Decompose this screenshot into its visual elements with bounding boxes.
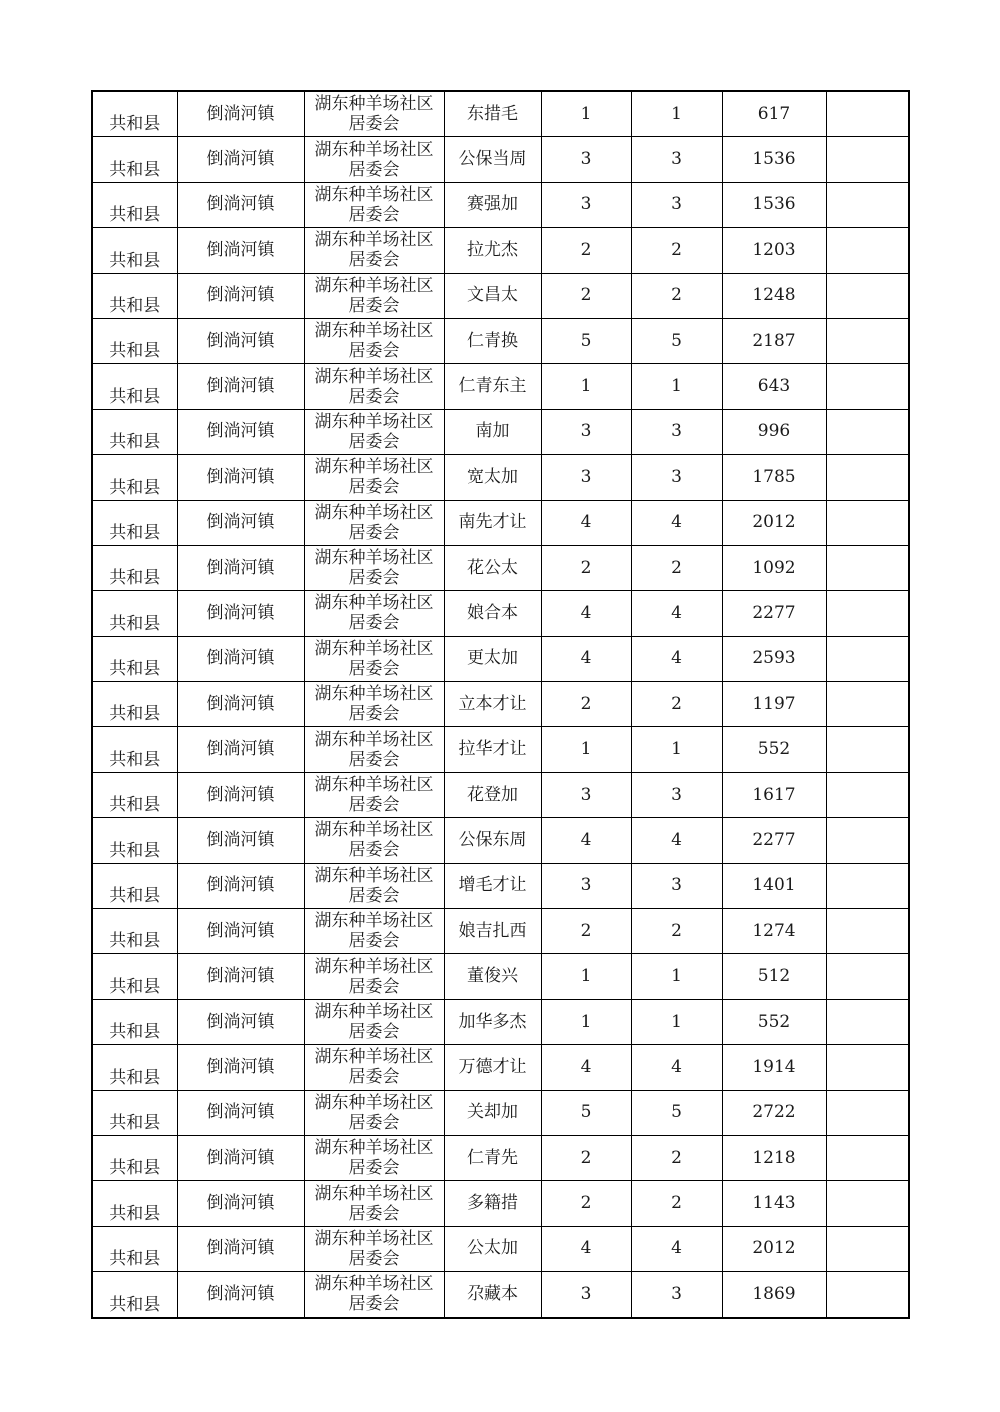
household-count-cell: 2 — [541, 273, 631, 318]
community-cell — [304, 1135, 444, 1180]
town-cell: 倒淌河镇 — [177, 772, 304, 817]
note-cell — [826, 999, 909, 1044]
amount-cell: 2187 — [722, 318, 826, 363]
county-cell: 共和县 — [92, 91, 177, 137]
name-cell: 董俊兴 — [444, 954, 541, 999]
county-cell: 共和县 — [92, 318, 177, 363]
person-count-cell: 4 — [631, 1226, 722, 1271]
table-row — [92, 455, 909, 500]
amount-cell: 1914 — [722, 1045, 826, 1090]
community-cell — [304, 682, 444, 727]
person-count-cell: 2 — [631, 228, 722, 273]
household-count-cell: 3 — [541, 1272, 631, 1318]
name-cell: 仁青先 — [444, 1135, 541, 1180]
community-cell — [304, 318, 444, 363]
table-row — [92, 1090, 909, 1135]
person-count-cell: 1 — [631, 954, 722, 999]
household-count-cell: 3 — [541, 863, 631, 908]
county-cell: 共和县 — [92, 727, 177, 772]
table-row — [92, 636, 909, 681]
community-line1: 湖东种羊场社区 — [314, 1228, 434, 1249]
county-cell: 共和县 — [92, 999, 177, 1044]
table-row — [92, 591, 909, 636]
amount-cell: 1274 — [722, 909, 826, 954]
community-line1: 湖东种羊场社区 — [314, 956, 434, 977]
person-count-cell: 3 — [631, 409, 722, 454]
person-count-cell: 4 — [631, 1045, 722, 1090]
amount-cell: 1197 — [722, 682, 826, 727]
county-cell: 共和县 — [92, 863, 177, 908]
amount-cell: 2593 — [722, 636, 826, 681]
community-line1: 湖东种羊场社区 — [314, 911, 434, 932]
town-cell: 倒淌河镇 — [177, 636, 304, 681]
county-cell: 共和县 — [92, 818, 177, 863]
county-cell: 共和县 — [92, 455, 177, 500]
household-count-cell: 1 — [541, 364, 631, 409]
table-row — [92, 682, 909, 727]
amount-cell: 1248 — [722, 273, 826, 318]
community-line1: 湖东种羊场社区 — [314, 366, 434, 387]
household-count-cell: 5 — [541, 1090, 631, 1135]
household-count-cell: 5 — [541, 318, 631, 363]
community-line2: 居委会 — [348, 749, 400, 770]
note-cell — [826, 1090, 909, 1135]
town-cell: 倒淌河镇 — [177, 727, 304, 772]
person-count-cell: 1 — [631, 364, 722, 409]
note-cell — [826, 228, 909, 273]
community-cell — [304, 999, 444, 1044]
table-row — [92, 999, 909, 1044]
county-cell: 共和县 — [92, 137, 177, 182]
table-row — [92, 954, 909, 999]
community-line2: 居委会 — [348, 1158, 400, 1179]
household-count-cell: 2 — [541, 1135, 631, 1180]
community-line1: 湖东种羊场社区 — [314, 775, 434, 796]
table-row — [92, 409, 909, 454]
community-line1: 湖东种羊场社区 — [314, 1183, 434, 1204]
household-count-cell: 4 — [541, 1226, 631, 1271]
amount-cell: 2012 — [722, 1226, 826, 1271]
county-cell: 共和县 — [92, 682, 177, 727]
table-row — [92, 91, 909, 137]
community-cell — [304, 772, 444, 817]
person-count-cell: 4 — [631, 591, 722, 636]
county-cell: 共和县 — [92, 1090, 177, 1135]
person-count-cell: 2 — [631, 545, 722, 590]
community-line1: 湖东种羊场社区 — [314, 321, 434, 342]
name-cell: 花登加 — [444, 772, 541, 817]
community-cell — [304, 364, 444, 409]
community-cell — [304, 273, 444, 318]
town-cell: 倒淌河镇 — [177, 409, 304, 454]
person-count-cell: 5 — [631, 1090, 722, 1135]
table-body — [92, 91, 909, 1318]
community-line1: 湖东种羊场社区 — [314, 1138, 434, 1159]
community-line2: 居委会 — [348, 1067, 400, 1088]
name-cell: 南加 — [444, 409, 541, 454]
amount-cell: 552 — [722, 727, 826, 772]
name-cell: 东措毛 — [444, 91, 541, 137]
community-cell — [304, 500, 444, 545]
household-count-cell: 2 — [541, 228, 631, 273]
community-line2: 居委会 — [348, 1112, 400, 1133]
community-cell — [304, 818, 444, 863]
town-cell: 倒淌河镇 — [177, 364, 304, 409]
amount-cell: 552 — [722, 999, 826, 1044]
community-line2: 居委会 — [348, 885, 400, 906]
amount-cell: 643 — [722, 364, 826, 409]
community-cell — [304, 228, 444, 273]
table-row — [92, 863, 909, 908]
person-count-cell: 3 — [631, 1272, 722, 1318]
county-cell: 共和县 — [92, 364, 177, 409]
town-cell: 倒淌河镇 — [177, 1045, 304, 1090]
amount-cell: 996 — [722, 409, 826, 454]
name-cell: 赛强加 — [444, 182, 541, 227]
amount-cell: 1869 — [722, 1272, 826, 1318]
community-line1: 湖东种羊场社区 — [314, 729, 434, 750]
person-count-cell: 2 — [631, 273, 722, 318]
note-cell — [826, 318, 909, 363]
amount-cell: 1785 — [722, 455, 826, 500]
community-cell — [304, 545, 444, 590]
table-row — [92, 909, 909, 954]
person-count-cell: 4 — [631, 500, 722, 545]
note-cell — [826, 727, 909, 772]
table-row — [92, 1272, 909, 1318]
name-cell: 关却加 — [444, 1090, 541, 1135]
name-cell: 公保东周 — [444, 818, 541, 863]
community-cell — [304, 1090, 444, 1135]
note-cell — [826, 1045, 909, 1090]
name-cell: 公太加 — [444, 1226, 541, 1271]
note-cell — [826, 591, 909, 636]
note-cell — [826, 954, 909, 999]
name-cell: 万德才让 — [444, 1045, 541, 1090]
community-cell — [304, 182, 444, 227]
person-count-cell: 3 — [631, 772, 722, 817]
household-count-cell: 1 — [541, 954, 631, 999]
note-cell — [826, 364, 909, 409]
household-count-cell: 4 — [541, 818, 631, 863]
table-row — [92, 1045, 909, 1090]
amount-cell: 617 — [722, 91, 826, 137]
household-count-cell: 1 — [541, 727, 631, 772]
community-line1: 湖东种羊场社区 — [314, 820, 434, 841]
person-count-cell: 2 — [631, 1181, 722, 1226]
table-row — [92, 228, 909, 273]
county-cell: 共和县 — [92, 273, 177, 318]
town-cell: 倒淌河镇 — [177, 455, 304, 500]
county-cell: 共和县 — [92, 772, 177, 817]
amount-cell: 1203 — [722, 228, 826, 273]
table-row — [92, 1181, 909, 1226]
amount-cell: 2012 — [722, 500, 826, 545]
note-cell — [826, 636, 909, 681]
community-cell — [304, 1181, 444, 1226]
county-cell: 共和县 — [92, 409, 177, 454]
name-cell: 加华多杰 — [444, 999, 541, 1044]
community-line1: 湖东种羊场社区 — [314, 94, 434, 115]
amount-cell: 512 — [722, 954, 826, 999]
town-cell: 倒淌河镇 — [177, 818, 304, 863]
table-row — [92, 545, 909, 590]
name-cell: 花公太 — [444, 545, 541, 590]
town-cell: 倒淌河镇 — [177, 500, 304, 545]
amount-cell: 1143 — [722, 1181, 826, 1226]
community-line2: 居委会 — [348, 114, 400, 135]
county-cell: 共和县 — [92, 1181, 177, 1226]
person-count-cell: 2 — [631, 909, 722, 954]
community-cell — [304, 137, 444, 182]
town-cell: 倒淌河镇 — [177, 137, 304, 182]
person-count-cell: 3 — [631, 455, 722, 500]
community-line1: 湖东种羊场社区 — [314, 1047, 434, 1068]
household-count-cell: 3 — [541, 137, 631, 182]
name-cell: 仁青东主 — [444, 364, 541, 409]
household-count-cell: 3 — [541, 772, 631, 817]
name-cell: 尕藏本 — [444, 1272, 541, 1318]
name-cell: 娘吉扎西 — [444, 909, 541, 954]
community-line1: 湖东种羊场社区 — [314, 411, 434, 432]
name-cell: 文昌太 — [444, 273, 541, 318]
town-cell: 倒淌河镇 — [177, 545, 304, 590]
name-cell: 更太加 — [444, 636, 541, 681]
table-row — [92, 137, 909, 182]
amount-cell: 2722 — [722, 1090, 826, 1135]
person-count-cell: 4 — [631, 636, 722, 681]
town-cell: 倒淌河镇 — [177, 1181, 304, 1226]
town-cell: 倒淌河镇 — [177, 954, 304, 999]
person-count-cell: 3 — [631, 137, 722, 182]
person-count-cell: 4 — [631, 818, 722, 863]
community-cell — [304, 455, 444, 500]
town-cell: 倒淌河镇 — [177, 182, 304, 227]
community-line2: 居委会 — [348, 1022, 400, 1042]
community-line2: 居委会 — [348, 931, 400, 952]
name-cell: 南先才让 — [444, 500, 541, 545]
community-line2: 居委会 — [348, 568, 400, 589]
person-count-cell: 1 — [631, 91, 722, 137]
community-line1: 湖东种羊场社区 — [314, 684, 434, 705]
household-count-cell: 2 — [541, 682, 631, 727]
community-line2: 居委会 — [348, 159, 400, 180]
county-cell: 共和县 — [92, 228, 177, 273]
town-cell: 倒淌河镇 — [177, 863, 304, 908]
town-cell: 倒淌河镇 — [177, 228, 304, 273]
community-cell — [304, 909, 444, 954]
note-cell — [826, 1226, 909, 1271]
community-line1: 湖东种羊场社区 — [314, 548, 434, 569]
note-cell — [826, 409, 909, 454]
note-cell — [826, 772, 909, 817]
person-count-cell: 1 — [631, 999, 722, 1044]
household-count-cell: 3 — [541, 182, 631, 227]
household-count-cell: 2 — [541, 545, 631, 590]
name-cell: 拉华才让 — [444, 727, 541, 772]
subsidy-table — [91, 90, 910, 1319]
community-line2: 居委会 — [348, 522, 400, 543]
household-count-cell: 4 — [541, 636, 631, 681]
household-count-cell: 3 — [541, 409, 631, 454]
table-row — [92, 1226, 909, 1271]
county-cell: 共和县 — [92, 545, 177, 590]
name-cell: 增毛才让 — [444, 863, 541, 908]
amount-cell: 1536 — [722, 137, 826, 182]
name-cell: 公保当周 — [444, 137, 541, 182]
table-row — [92, 818, 909, 863]
note-cell — [826, 909, 909, 954]
community-line1: 湖东种羊场社区 — [314, 184, 434, 205]
household-count-cell: 2 — [541, 909, 631, 954]
community-line2: 居委会 — [348, 613, 400, 634]
amount-cell: 1617 — [722, 772, 826, 817]
household-count-cell: 4 — [541, 1045, 631, 1090]
community-cell — [304, 591, 444, 636]
community-line1: 湖东种羊场社区 — [314, 1002, 434, 1022]
community-line2: 居委会 — [348, 250, 400, 271]
table-row — [92, 318, 909, 363]
table-row — [92, 364, 909, 409]
community-cell — [304, 863, 444, 908]
note-cell — [826, 818, 909, 863]
note-cell — [826, 1135, 909, 1180]
community-line1: 湖东种羊场社区 — [314, 593, 434, 614]
note-cell — [826, 455, 909, 500]
note-cell — [826, 91, 909, 137]
person-count-cell: 3 — [631, 863, 722, 908]
community-line2: 居委会 — [348, 704, 400, 725]
town-cell: 倒淌河镇 — [177, 999, 304, 1044]
town-cell: 倒淌河镇 — [177, 91, 304, 137]
community-line1: 湖东种羊场社区 — [314, 502, 434, 523]
community-line2: 居委会 — [348, 204, 400, 225]
note-cell — [826, 682, 909, 727]
note-cell — [826, 1272, 909, 1318]
county-cell: 共和县 — [92, 1045, 177, 1090]
name-cell: 娘合本 — [444, 591, 541, 636]
town-cell: 倒淌河镇 — [177, 909, 304, 954]
community-line1: 湖东种羊场社区 — [314, 865, 434, 886]
community-line1: 湖东种羊场社区 — [314, 275, 434, 296]
community-cell — [304, 727, 444, 772]
town-cell: 倒淌河镇 — [177, 318, 304, 363]
community-line2: 居委会 — [348, 295, 400, 316]
person-count-cell: 1 — [631, 727, 722, 772]
county-cell: 共和县 — [92, 909, 177, 954]
county-cell: 共和县 — [92, 1135, 177, 1180]
town-cell: 倒淌河镇 — [177, 1272, 304, 1318]
name-cell: 仁青换 — [444, 318, 541, 363]
name-cell: 宽太加 — [444, 455, 541, 500]
household-count-cell: 1 — [541, 91, 631, 137]
community-cell — [304, 1272, 444, 1318]
amount-cell: 1401 — [722, 863, 826, 908]
name-cell: 多籍措 — [444, 1181, 541, 1226]
county-cell: 共和县 — [92, 636, 177, 681]
table-row — [92, 772, 909, 817]
county-cell: 共和县 — [92, 500, 177, 545]
community-line2: 居委会 — [348, 658, 400, 679]
community-cell — [304, 409, 444, 454]
county-cell: 共和县 — [92, 1272, 177, 1318]
household-count-cell: 4 — [541, 591, 631, 636]
amount-cell: 2277 — [722, 818, 826, 863]
community-line1: 湖东种羊场社区 — [314, 139, 434, 160]
table-row — [92, 273, 909, 318]
community-line1: 湖东种羊场社区 — [314, 457, 434, 478]
person-count-cell: 2 — [631, 682, 722, 727]
note-cell — [826, 500, 909, 545]
town-cell: 倒淌河镇 — [177, 1135, 304, 1180]
household-count-cell: 1 — [541, 999, 631, 1044]
community-cell — [304, 1045, 444, 1090]
note-cell — [826, 182, 909, 227]
town-cell: 倒淌河镇 — [177, 1226, 304, 1271]
community-line2: 居委会 — [348, 795, 400, 816]
community-line2: 居委会 — [348, 431, 400, 452]
household-count-cell: 4 — [541, 500, 631, 545]
community-line2: 居委会 — [348, 1248, 400, 1269]
note-cell — [826, 137, 909, 182]
county-cell: 共和县 — [92, 954, 177, 999]
name-cell: 拉尤杰 — [444, 228, 541, 273]
community-cell — [304, 1226, 444, 1271]
person-count-cell: 3 — [631, 182, 722, 227]
person-count-cell: 2 — [631, 1135, 722, 1180]
note-cell — [826, 863, 909, 908]
amount-cell: 1218 — [722, 1135, 826, 1180]
county-cell: 共和县 — [92, 182, 177, 227]
household-count-cell: 3 — [541, 455, 631, 500]
community-line1: 湖东种羊场社区 — [314, 230, 434, 251]
table-row — [92, 500, 909, 545]
community-cell — [304, 954, 444, 999]
amount-cell: 1092 — [722, 545, 826, 590]
table-row — [92, 727, 909, 772]
community-line2: 居委会 — [348, 840, 400, 861]
note-cell — [826, 273, 909, 318]
town-cell: 倒淌河镇 — [177, 1090, 304, 1135]
community-line1: 湖东种羊场社区 — [314, 1274, 434, 1295]
amount-cell: 1536 — [722, 182, 826, 227]
name-cell: 立本才让 — [444, 682, 541, 727]
community-line2: 居委会 — [348, 1203, 400, 1224]
town-cell: 倒淌河镇 — [177, 273, 304, 318]
county-cell: 共和县 — [92, 1226, 177, 1271]
community-line2: 居委会 — [348, 341, 400, 362]
table-row — [92, 182, 909, 227]
town-cell: 倒淌河镇 — [177, 682, 304, 727]
table-row — [92, 1135, 909, 1180]
person-count-cell: 5 — [631, 318, 722, 363]
county-cell: 共和县 — [92, 591, 177, 636]
community-line2: 居委会 — [348, 477, 400, 498]
household-count-cell: 2 — [541, 1181, 631, 1226]
community-line1: 湖东种羊场社区 — [314, 638, 434, 659]
community-cell — [304, 636, 444, 681]
community-line2: 居委会 — [348, 976, 400, 997]
community-cell — [304, 91, 444, 137]
community-line1: 湖东种羊场社区 — [314, 1092, 434, 1113]
community-line2: 居委会 — [348, 386, 400, 407]
note-cell — [826, 1181, 909, 1226]
community-line2: 居委会 — [348, 1294, 400, 1315]
amount-cell: 2277 — [722, 591, 826, 636]
note-cell — [826, 545, 909, 590]
town-cell: 倒淌河镇 — [177, 591, 304, 636]
